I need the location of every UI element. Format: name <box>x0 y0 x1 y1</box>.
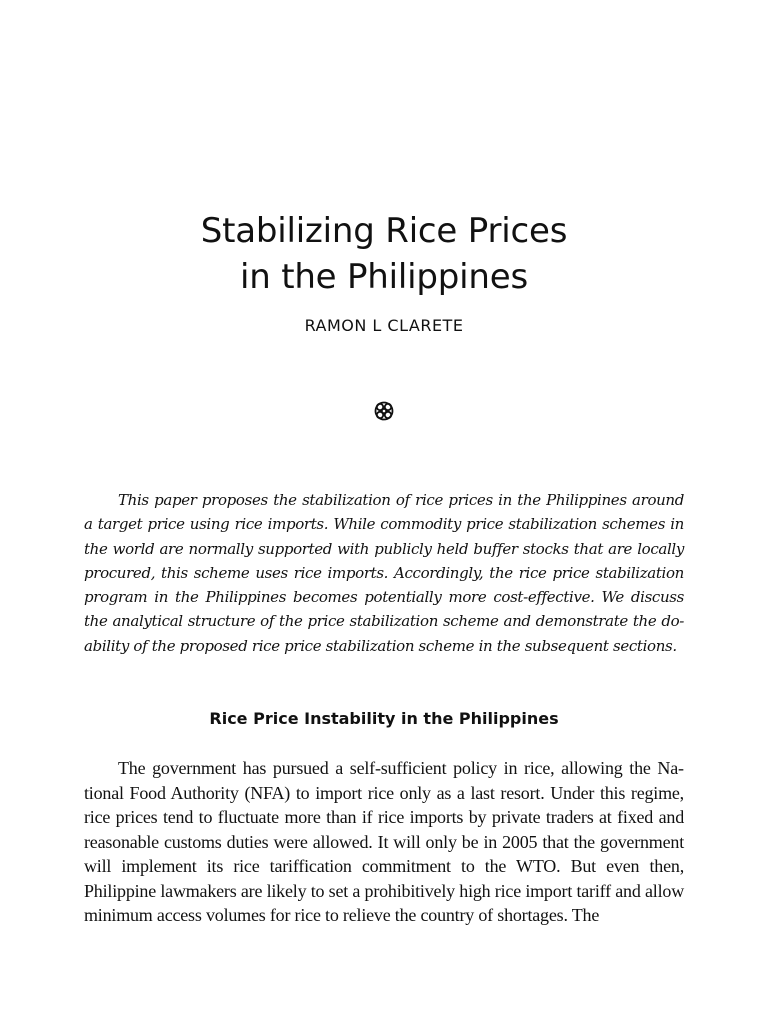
page-title <box>0 208 768 300</box>
title-line-1: Stabilizing Rice Prices <box>200 211 568 251</box>
abstract-paragraph: This paper proposes the stabilization of rice prices in the Philippines around a target price using rice imports. While commodity price stabilization schemes in the world are normally supported with publicly held buffer stocks that are locally procured, this scheme uses rice imports. Accordingly, the rice price stabilization program in the Philippines becomes potentially more cost-effective. We discuss the analytical structure of the price stabilization scheme and demonstrate the do-ability of the proposed rice price stabilization scheme in the subsequent sections. <box>84 491 684 655</box>
title-line-2: in the Philippines <box>240 257 528 297</box>
author-name: RAMON L CLARETE <box>304 316 464 335</box>
body-paragraph: The government has pursued a self-sufficient policy in rice, allowing the National Food Authority (NFA) to import rice only as a last resort. Under this regime, rice prices tend to fluctuate more than if rice imports by private traders at fixed and reasonable customs duties were allowed. It will only be in 2005 that the government will implement its rice tariffication commitment to the WTO. But even then, Philippine lawmakers are likely to set a prohibitively high rice import tariff and allow minimum access volumes for rice to relieve the country of shortages. The <box>84 758 684 925</box>
celtic-knot-ornament-icon <box>373 400 395 422</box>
section-heading: Rice Price Instability in the Philippines <box>209 709 559 728</box>
